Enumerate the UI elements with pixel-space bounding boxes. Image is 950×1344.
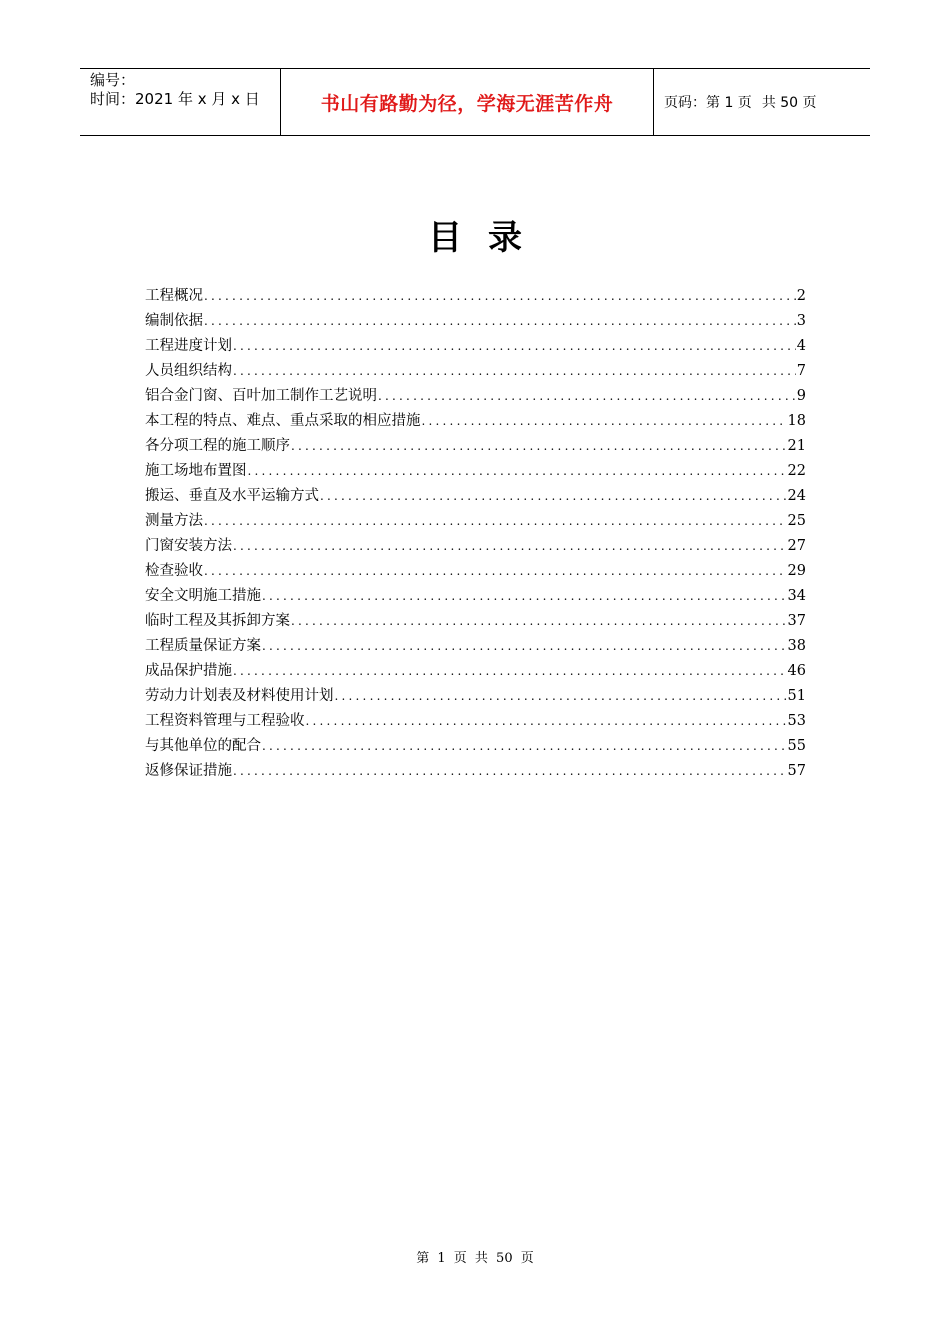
toc-entry-title: 检查验收 [145,563,203,579]
toc-leader-dots [378,389,796,403]
toc-entry-title: 测量方法 [145,513,203,529]
toc-entry[interactable] [145,284,806,309]
toc-entry-page: 34 [787,588,806,604]
page-header [80,68,870,136]
toc-entry-page: 53 [787,713,806,729]
toc-entry-title: 本工程的特点、难点、重点采取的相应措施 [145,413,421,429]
toc-entry-page: 21 [787,438,806,454]
toc-leader-dots [422,414,787,428]
toc-entry-page: 4 [796,338,806,354]
document-number-label: 编号： [90,71,136,89]
toc-entry-page: 3 [796,313,806,329]
toc-entry[interactable] [145,384,806,409]
toc-entry[interactable] [145,659,806,684]
header-page-info [654,69,870,135]
toc-entry[interactable] [145,509,806,534]
toc-leader-dots [262,639,787,653]
toc-entry-title: 工程概况 [145,288,203,304]
toc-entry-title: 安全文明施工措施 [145,588,261,604]
toc-leader-dots [320,489,787,503]
toc-entry-title: 返修保证措施 [145,763,232,779]
toc-entry[interactable] [145,734,806,759]
document-date: 时间：2021 年 x 月 x 日 [90,90,260,108]
toc-entry[interactable] [145,309,806,334]
toc-entry-page: 25 [787,513,806,529]
toc-entry-title: 门窗安装方法 [145,538,232,554]
toc-entry-title: 人员组织结构 [145,363,232,379]
toc-leader-dots [291,439,787,453]
toc-entry[interactable] [145,759,806,784]
toc-leader-dots [233,664,787,678]
toc-entry-title: 临时工程及其拆卸方案 [145,613,290,629]
toc-leader-dots [233,364,796,378]
toc-entry-page: 18 [787,413,806,429]
toc-entry-page: 9 [796,388,806,404]
toc-entry[interactable] [145,434,806,459]
toc-entry-title: 铝合金门窗、百叶加工制作工艺说明 [145,388,377,404]
toc-entry[interactable] [145,684,806,709]
toc-entry-title: 劳动力计划表及材料使用计划 [145,688,334,704]
toc-entry-page: 22 [787,463,806,479]
toc-entry-title: 工程质量保证方案 [145,638,261,654]
toc-entry-page: 37 [787,613,806,629]
toc-entry-page: 51 [787,688,806,704]
toc-leader-dots [204,289,796,303]
toc-entry[interactable] [145,609,806,634]
toc-entry[interactable] [145,584,806,609]
toc-entry[interactable] [145,709,806,734]
toc-entry-title: 编制依据 [145,313,203,329]
toc-entry[interactable] [145,534,806,559]
toc-entry-title: 工程进度计划 [145,338,232,354]
header-meta [80,69,281,135]
toc-leader-dots [291,614,787,628]
toc-leader-dots [233,539,787,553]
toc-entry-title: 各分项工程的施工顺序 [145,438,290,454]
toc-entry-page: 38 [787,638,806,654]
toc-entry-page: 55 [787,738,806,754]
toc-entry-page: 2 [796,288,806,304]
toc-entry-page: 46 [787,663,806,679]
toc-leader-dots [204,314,796,328]
toc-leader-dots [248,464,787,478]
toc-entry-page: 27 [787,538,806,554]
toc-entry[interactable] [145,634,806,659]
toc-leader-dots [262,589,787,603]
toc-entry[interactable] [145,559,806,584]
toc-entry-page: 57 [787,763,806,779]
toc-entry-page: 24 [787,488,806,504]
toc-leader-dots [204,514,787,528]
toc-leader-dots [262,739,787,753]
header-motto: 书山有路勤为径，学海无涯苦作舟 [281,69,654,135]
toc-entry-title: 搬运、垂直及水平运输方式 [145,488,319,504]
toc-leader-dots [233,339,796,353]
toc-entry-page: 7 [796,363,806,379]
toc-entry[interactable] [145,409,806,434]
toc-entry[interactable] [145,484,806,509]
header-page-total: 共 50 页 [761,95,817,111]
toc-entry-title: 工程资料管理与工程验收 [145,713,305,729]
toc-leader-dots [233,764,787,778]
toc-entry[interactable] [145,459,806,484]
toc-entry[interactable] [145,334,806,359]
toc-entry-title: 与其他单位的配合 [145,738,261,754]
toc-leader-dots [335,689,787,703]
header-page-number: 页码：第 1 页 [664,95,752,111]
toc-leader-dots [306,714,787,728]
toc-entry-title: 成品保护措施 [145,663,232,679]
table-of-contents [145,284,806,784]
page-footer: 第 1 页 共 50 页 [416,1251,534,1266]
toc-entry[interactable] [145,359,806,384]
page-title: 目录 [428,218,548,258]
toc-entry-title: 施工场地布置图 [145,463,247,479]
toc-entry-page: 29 [787,563,806,579]
toc-leader-dots [204,564,787,578]
